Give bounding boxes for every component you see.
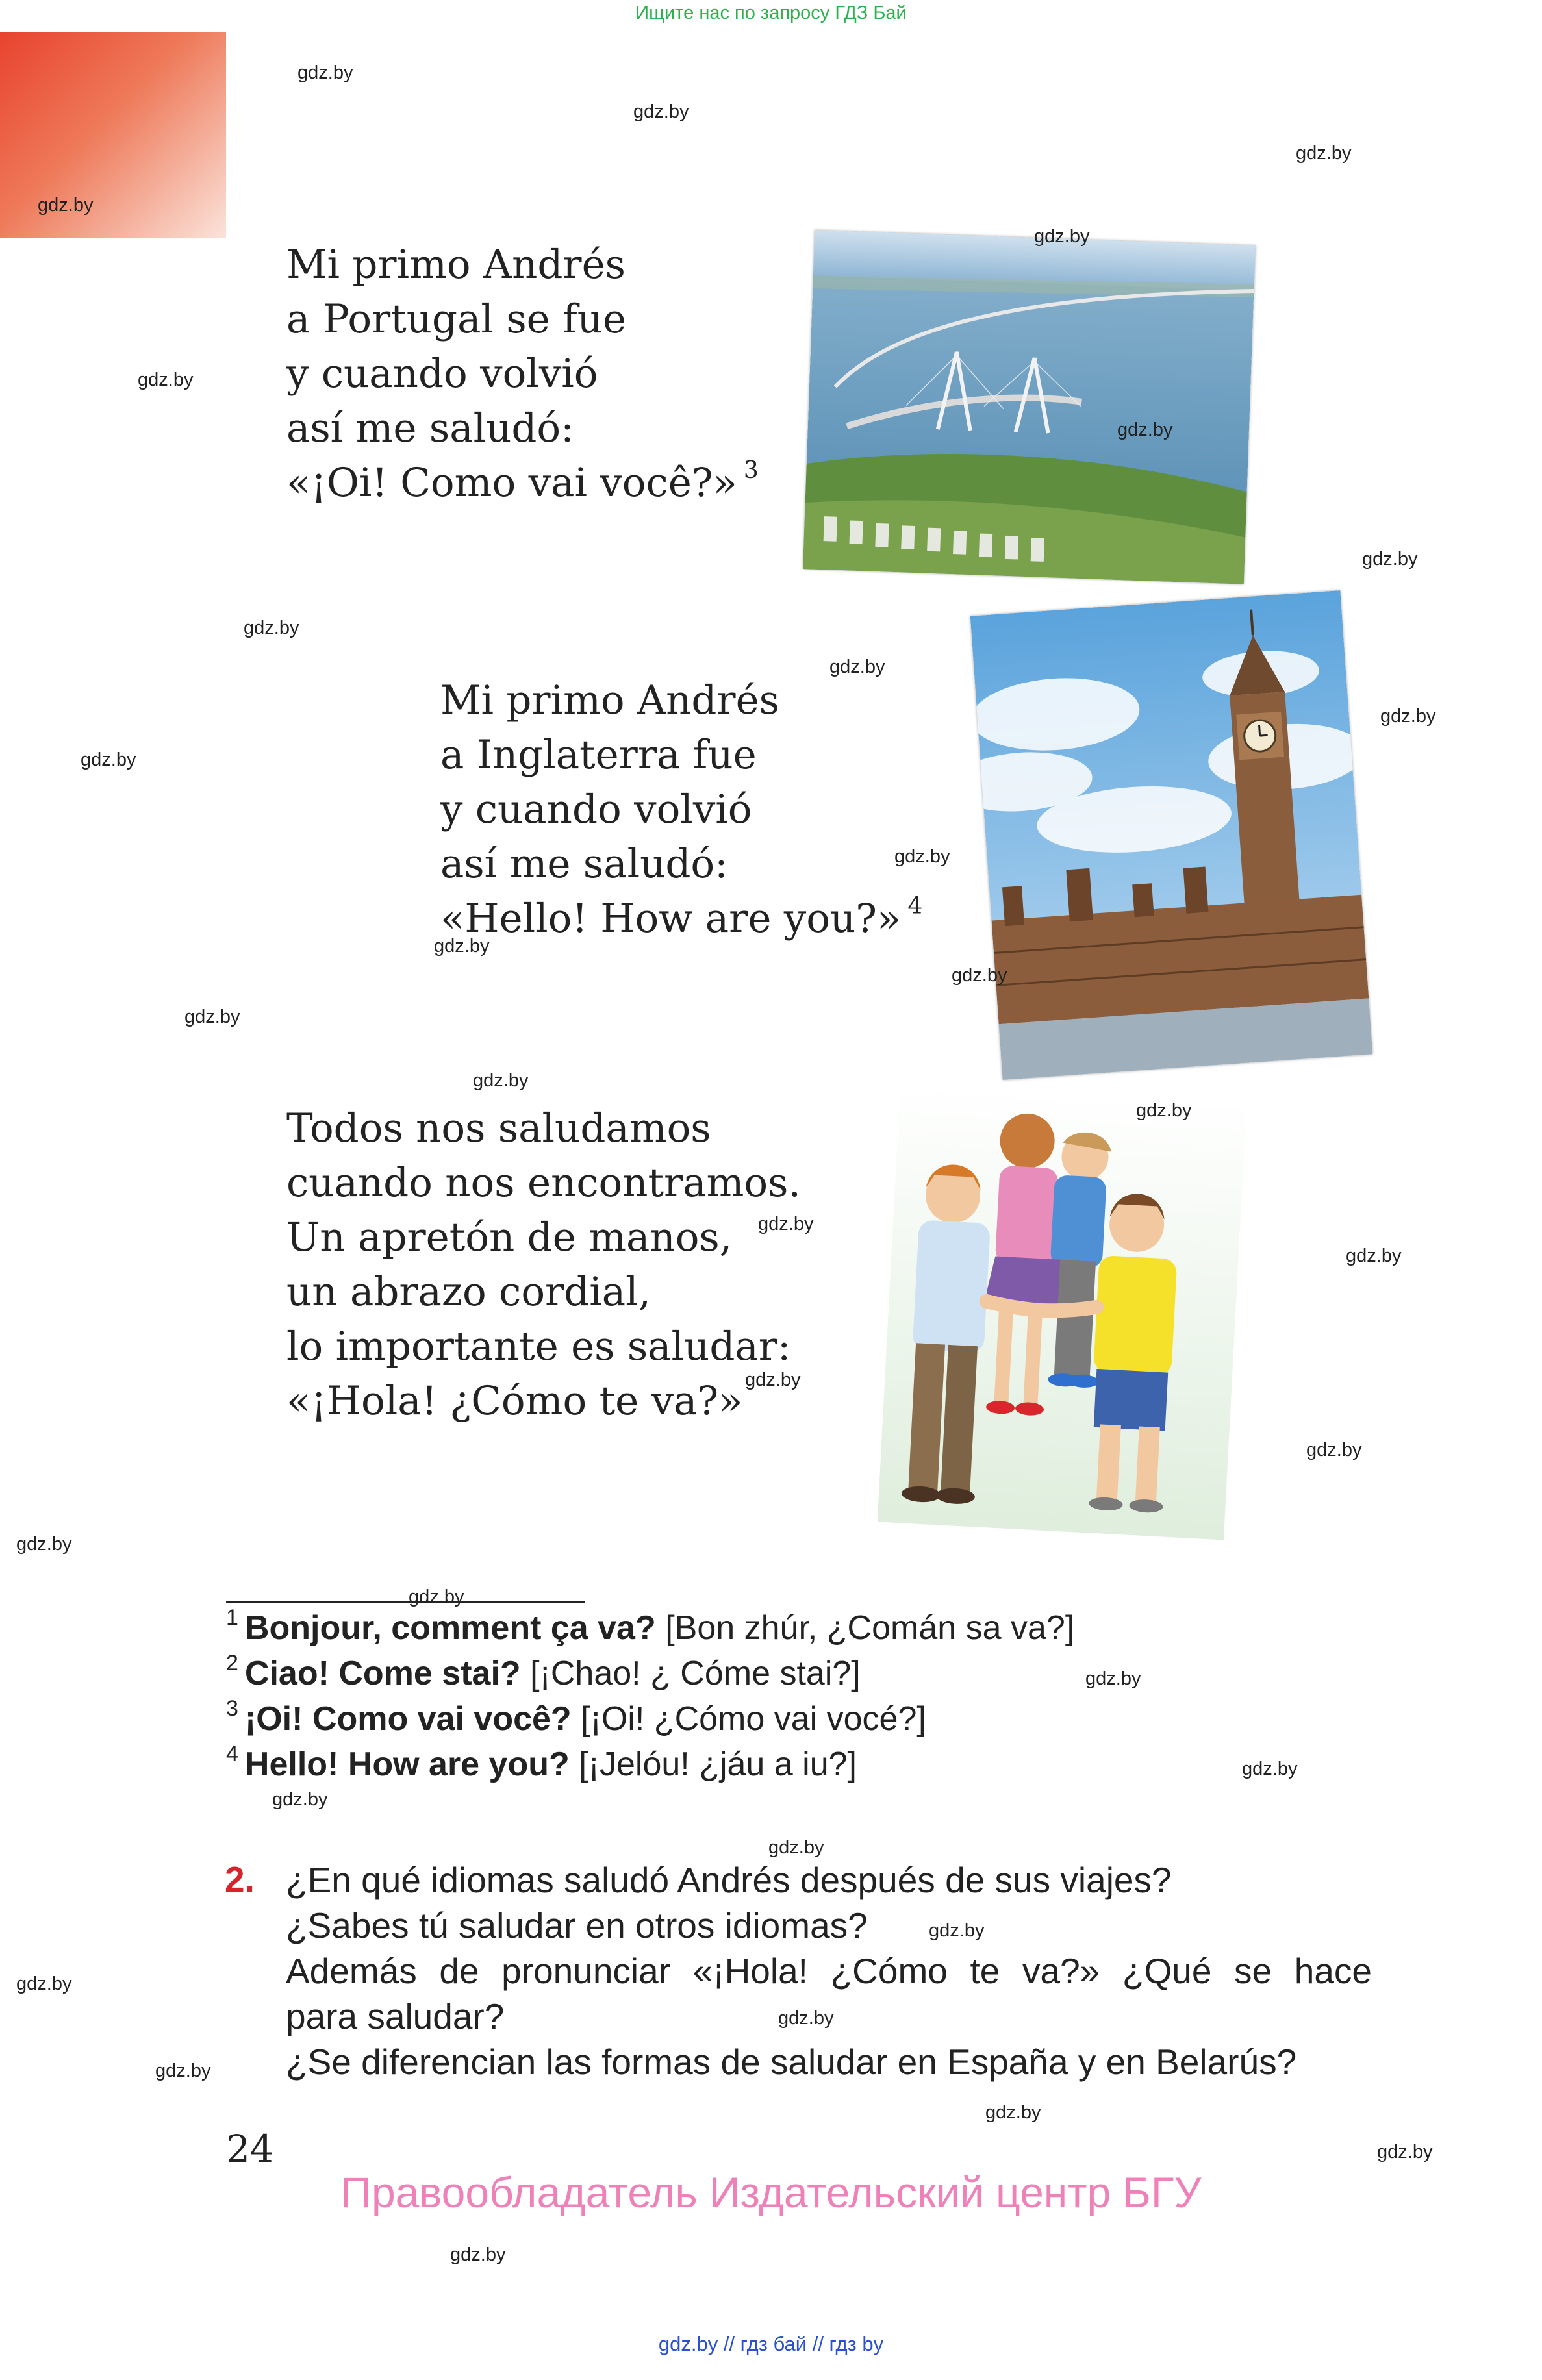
poem-line: «¡Hola! ¿Cómo te va?» <box>286 1378 743 1424</box>
watermark: gdz.by <box>16 1534 72 1555</box>
question-line: ¿Se diferencian las formas de saludar en España y en Belarús? <box>286 2042 1297 2082</box>
watermark: gdz.by <box>985 2102 1041 2123</box>
poem-line: y cuando volvió <box>286 351 598 397</box>
watermark: gdz.by <box>409 1586 464 1607</box>
corner-color-block <box>0 32 226 238</box>
question-number: 2. <box>225 1859 255 1899</box>
poem-stanza-inglaterra <box>440 673 922 946</box>
poem-line: Un apretón de manos, <box>286 1214 733 1260</box>
footnote-phrase: ¡Oi! Como vai você? <box>244 1700 572 1738</box>
watermark: gdz.by <box>745 1370 801 1390</box>
footnote-divider <box>226 1601 585 1603</box>
watermark: gdz.by <box>1085 1668 1141 1689</box>
big-ben-photo <box>970 590 1373 1080</box>
watermark: gdz.by <box>929 1920 985 1941</box>
footnote-1 <box>226 1605 1075 1647</box>
footnote-pronunciation: [¡Jelóu! ¿jáu a iu?] <box>579 1746 857 1783</box>
footnote-2 <box>226 1651 861 1693</box>
watermark: gdz.by <box>1136 1100 1192 1121</box>
watermark: gdz.by <box>184 1007 240 1027</box>
footnote-pronunciation: [¡Oi! ¿Cómo vai vocé?] <box>581 1700 926 1738</box>
children-greeting-illustration <box>878 1082 1247 1540</box>
watermark: gdz.by <box>952 965 1007 986</box>
watermark: gdz.by <box>829 657 885 677</box>
watermark: gdz.by <box>450 2244 506 2265</box>
watermark: gdz.by <box>1296 143 1352 164</box>
watermark: gdz.by <box>758 1214 814 1234</box>
poem-line: así me saludó: <box>440 841 728 887</box>
watermark: gdz.by <box>434 936 490 957</box>
page-number: 24 <box>226 2127 274 2171</box>
rights-holder-notice: Правообладатель Издательский центр БГУ <box>340 2168 1202 2216</box>
watermark: gdz.by <box>633 101 689 122</box>
bridge-photo <box>803 230 1256 584</box>
watermark: gdz.by <box>1362 549 1418 570</box>
poem-line: un abrazo cordial, <box>286 1269 651 1315</box>
watermark: gdz.by <box>297 62 353 83</box>
question-line: Además de pronunciar «¡Hola! ¿Cómo te va?» ¿Qué se hace <box>286 1951 1372 1991</box>
watermark: gdz.by <box>1380 706 1436 727</box>
watermark: gdz.by <box>81 749 136 770</box>
watermark: gdz.by <box>894 846 950 867</box>
question-line: para saludar? <box>286 1996 505 2036</box>
watermark: gdz.by <box>138 370 194 390</box>
watermark: gdz.by <box>473 1070 529 1091</box>
question-text <box>286 1857 1372 2085</box>
footnote-number: 1 <box>226 1605 238 1630</box>
poem-line: Mi primo Andrés <box>286 242 626 288</box>
bridge-illustration <box>803 230 1256 584</box>
poem-line: así me saludó: <box>286 405 574 451</box>
poem-line: a Portugal se fue <box>286 296 627 342</box>
question-line: ¿En qué idiomas saludó Andrés después de sus viajes? <box>286 1860 1172 1900</box>
watermark: gdz.by <box>1346 1246 1402 1266</box>
poem-line-text: «¡Oi! Como vai você?» <box>286 460 737 506</box>
bottom-links[interactable]: gdz.by // гдз бай // гдз by <box>658 2333 884 2355</box>
big-ben-illustration <box>970 590 1373 1080</box>
poem-line <box>440 892 922 946</box>
footnote-number: 4 <box>226 1742 238 1766</box>
watermark: gdz.by <box>1034 226 1090 247</box>
watermark: gdz.by <box>1306 1440 1362 1460</box>
watermark: gdz.by <box>768 1837 824 1858</box>
footnote-phrase: Ciao! Come stai? <box>244 1655 521 1692</box>
footnote-pronunciation: [Bon zhúr, ¿Comán sa va?] <box>665 1609 1075 1647</box>
poem-line: a Inglaterra fue <box>440 732 757 778</box>
footnote-ref: 4 <box>907 893 923 920</box>
footnote-pronunciation: [¡Chao! ¿ Cóme stai?] <box>530 1655 861 1692</box>
watermark: gdz.by <box>1242 1759 1298 1779</box>
top-search-link[interactable]: Ищите нас по запросу ГДЗ Бай <box>635 3 907 23</box>
poem-line: Todos nos saludamos <box>286 1105 711 1151</box>
watermark: gdz.by <box>1377 2142 1433 2162</box>
poem-line: Mi primo Andrés <box>440 677 779 723</box>
poem-line: y cuando volvió <box>440 786 752 833</box>
children-drawing <box>878 1082 1247 1540</box>
footnote-number: 3 <box>226 1696 238 1721</box>
watermark: gdz.by <box>38 195 94 216</box>
poem-line <box>286 456 759 510</box>
footnote-phrase: Hello! How are you? <box>244 1746 570 1783</box>
footnote-number: 2 <box>226 1651 238 1675</box>
watermark: gdz.by <box>1117 420 1173 440</box>
watermark: gdz.by <box>16 1973 72 1994</box>
footnote-ref: 3 <box>743 457 759 484</box>
poem-stanza-portugal <box>286 238 759 510</box>
footnote-phrase: Bonjour, comment ça va? <box>244 1609 656 1647</box>
watermark: gdz.by <box>778 2008 834 2029</box>
poem-line: lo importante es saludar: <box>286 1323 791 1370</box>
poem-line: cuando nos encontramos. <box>286 1160 801 1206</box>
watermark: gdz.by <box>272 1789 328 1810</box>
footnote-4 <box>226 1742 857 1784</box>
watermark: gdz.by <box>244 618 299 638</box>
question-line: ¿Sabes tú saludar en otros idiomas? <box>286 1905 868 1946</box>
poem-stanza-todos <box>286 1101 801 1429</box>
poem-line-text: «Hello! How are you?» <box>440 896 902 942</box>
footnote-3 <box>226 1696 926 1738</box>
watermark: gdz.by <box>155 2061 211 2081</box>
